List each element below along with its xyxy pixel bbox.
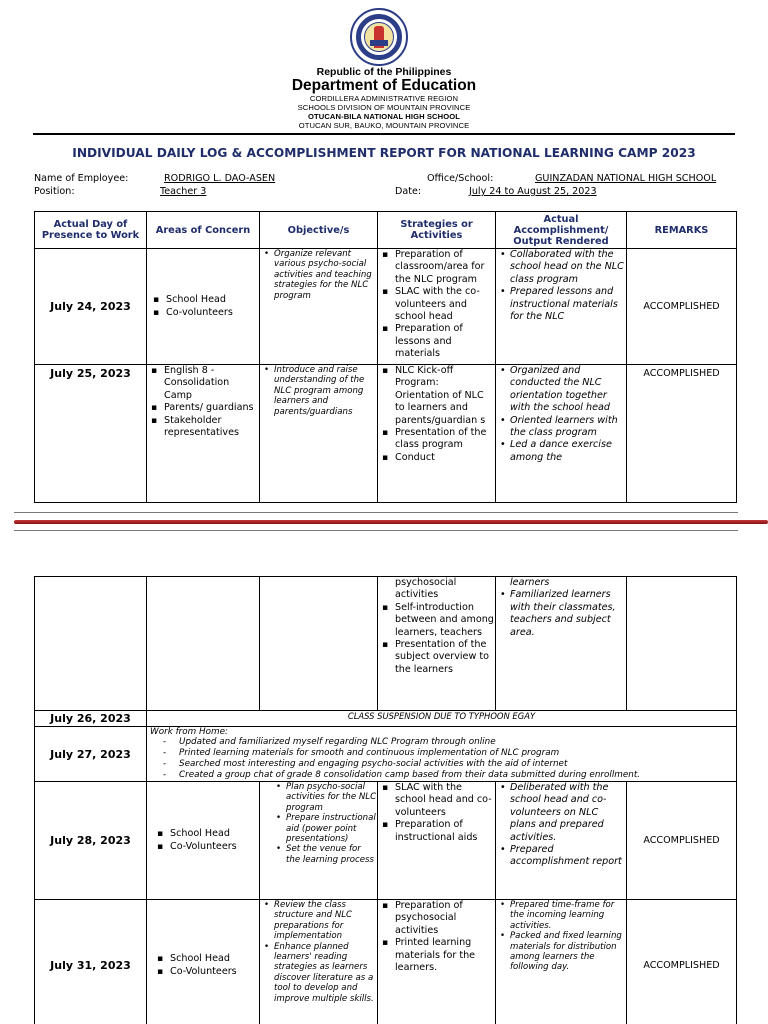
list-item: • Led a dance exercise among the — [496, 439, 626, 464]
suspension-note: CLASS SUSPENSION DUE TO TYPHOON EGAY — [147, 711, 737, 727]
list-item: • Plan psycho-social activities for the NLC program — [272, 782, 377, 813]
list-item: • Enhance planned learners' reading strategies as learners discover literature as a tool to develop and improve multiple skills. — [260, 942, 377, 1004]
table-row — [35, 249, 737, 365]
areas-cell — [147, 577, 260, 711]
strategies-cell — [378, 577, 496, 711]
page-1 — [0, 0, 768, 510]
list-item: • Prepared lessons and instructional materials for the NLC — [496, 286, 626, 323]
list-item: - Updated and familiarized myself regarding NLC Program through online — [147, 737, 736, 748]
objectives-cell — [260, 365, 378, 503]
position-label: Position: — [34, 186, 75, 197]
accomplishment-cell — [496, 782, 627, 900]
list-item: ▪ Parents/ guardians — [147, 402, 259, 414]
remarks-cell: ACCOMPLISHED — [627, 900, 737, 1024]
log-table-page-2 — [34, 576, 737, 1024]
strategies-cell — [378, 365, 496, 503]
report-title: INDIVIDUAL DAILY LOG & ACCOMPLISHMENT REPORT FOR NATIONAL LEARNING CAMP 2023 — [72, 146, 696, 160]
list-item: • Oriented learners with the class program — [496, 415, 626, 440]
list-item: • Introduce and raise understanding of the NLC program among learners and parents/guardians — [260, 365, 377, 417]
objectives-cell — [260, 782, 378, 900]
school-line: OTUCAN-BILA NATIONAL HIGH SCHOOL — [308, 112, 460, 121]
col-header-areas: Areas of Concern — [147, 212, 260, 249]
list-item: • Prepared time-frame for the incoming learning activities. — [496, 900, 626, 931]
date-label: Date: — [395, 186, 422, 197]
objectives-cell — [260, 249, 378, 365]
table-row — [35, 900, 737, 1024]
objectives-cell — [260, 577, 378, 711]
remarks-cell: ACCOMPLISHED — [627, 782, 737, 900]
list-item: • Set the venue for the learning process — [272, 844, 377, 865]
employee-name: RODRIGO L. DAO-ASEN — [164, 173, 276, 184]
list-item: • Familiarized learners with their classmates, teachers and subject area. — [496, 589, 626, 639]
col-header-day: Actual Day of Presence to Work — [35, 212, 147, 249]
list-item: • Packed and fixed learning materials for distribution among learners the following day. — [496, 931, 626, 973]
accomplishment-cell — [496, 900, 627, 1024]
col-header-strategies: Strategies or Activities — [378, 212, 496, 249]
strategies-cell — [378, 782, 496, 900]
republic-heading: Republic of the Philippines — [316, 66, 452, 78]
list-item: • Organize relevant various psycho-social activities and teaching strategies for the NLC program — [260, 249, 377, 301]
accomplishment-cell — [496, 249, 627, 365]
list-item: - Searched most interesting and engaging psycho-social activities with the aid of internet — [147, 759, 736, 770]
list-item: ▪ Conduct — [378, 452, 495, 464]
day-cell: July 31, 2023 — [35, 900, 147, 1024]
col-header-remarks: REMARKS — [627, 212, 737, 249]
remarks-cell: ACCOMPLISHED — [627, 365, 737, 503]
list-item: • Collaborated with the school head on the NLC class program — [496, 249, 626, 286]
department-heading: Department of Education — [291, 77, 477, 94]
areas-cell — [147, 900, 260, 1024]
division-line: SCHOOLS DIVISION OF MOUNTAIN PROVINCE — [297, 103, 471, 112]
region-line: CORDILLERA ADMINISTRATIVE REGION — [309, 94, 459, 103]
table-row — [35, 782, 737, 900]
wfh-heading: Work from Home: — [150, 727, 228, 737]
deped-seal-icon — [350, 8, 408, 66]
areas-cell — [147, 365, 260, 503]
list-item: - Printed learning materials for smooth and continuous implementation of NLC program — [147, 748, 736, 759]
list-item: ▪ Self-introduction between and among learners, teachers — [378, 602, 495, 639]
log-table-page-1 — [34, 211, 737, 503]
list-item: ▪ School Head — [149, 294, 259, 306]
list-item: • Deliberated with the school head and co-volunteers on NLC plans and prepared activities. — [496, 782, 626, 844]
name-label: Name of Employee: — [34, 173, 129, 184]
list-item: ▪ Co-Volunteers — [153, 966, 259, 978]
day-cell: July 25, 2023 — [35, 365, 147, 503]
list-item: • Organized and conducted the NLC orientation together with the school head — [496, 365, 626, 415]
strategies-cell — [378, 900, 496, 1024]
page-break — [0, 508, 768, 540]
list-item: ▪ Preparation of classroom/area for the NLC program — [378, 249, 495, 286]
office-value: GUINZADAN NATIONAL HIGH SCHOOL — [535, 173, 717, 184]
list-item: ▪ Preparation of instructional aids — [378, 819, 495, 844]
areas-cell — [147, 782, 260, 900]
list-item: • Prepare instructional aid (power point presentations) — [272, 813, 377, 844]
table-row — [35, 727, 737, 782]
list-item: ▪ Presentation of the class program — [378, 427, 495, 452]
areas-cell — [147, 249, 260, 365]
date-value: July 24 to August 25, 2023 — [469, 186, 597, 197]
list-item: psychosocial activities — [395, 577, 457, 601]
col-header-accomplishment: Actual Accomplishment/ Output Rendered — [496, 212, 627, 249]
remarks-cell: ACCOMPLISHED — [627, 249, 737, 365]
page-2 — [0, 540, 768, 1024]
position-value: Teacher 3 — [160, 186, 207, 197]
list-item: ▪ Preparation of psychosocial activities — [378, 900, 495, 937]
list-item: • Prepared accomplishment report — [496, 844, 626, 869]
table-row — [35, 365, 737, 503]
strategies-cell — [378, 249, 496, 365]
header-divider — [33, 133, 735, 135]
list-item: • Review the class structure and NLC preparations for implementation — [260, 900, 377, 942]
remarks-cell — [627, 577, 737, 711]
list-item: ▪ Presentation of the subject overview to the learners — [378, 639, 495, 676]
objectives-cell — [260, 900, 378, 1024]
address-line: OTUCAN SUR, BAUKO, MOUNTAIN PROVINCE — [298, 121, 470, 130]
col-header-objectives: Objective/s — [260, 212, 378, 249]
office-label: Office/School: — [427, 173, 494, 184]
table-row — [35, 711, 737, 727]
day-cell — [35, 577, 147, 711]
list-item: ▪ English 8 - Consolidation Camp — [147, 365, 259, 402]
list-item: ▪ Stakeholder representatives — [147, 415, 259, 440]
table-row — [35, 577, 737, 711]
accomplishment-cell — [496, 577, 627, 711]
list-item: ▪ School Head — [153, 953, 259, 965]
day-cell: July 27, 2023 — [35, 727, 147, 782]
work-from-home-cell — [147, 727, 737, 782]
list-item: ▪ Preparation of lessons and materials — [378, 323, 495, 360]
list-item: ▪ Co-volunteers — [149, 307, 259, 319]
list-item: ▪ Printed learning materials for the learners. — [378, 937, 495, 974]
accomplishment-cell — [496, 365, 627, 503]
list-item: - Created a group chat of grade 8 consolidation camp based from their data submitted during enrollment. — [147, 770, 736, 781]
list-item: ▪ SLAC with the school head and co-volunteers — [378, 782, 495, 819]
list-item: ▪ SLAC with the co-volunteers and school head — [378, 286, 495, 323]
day-cell: July 26, 2023 — [35, 711, 147, 727]
day-cell: July 28, 2023 — [35, 782, 147, 900]
list-item: ▪ NLC Kick-off Program: Orientation of NLC to learners and parents/guardian s — [378, 365, 495, 427]
day-cell: July 24, 2023 — [35, 249, 147, 365]
list-item: ▪ School Head — [153, 828, 259, 840]
list-item: learners — [510, 577, 550, 588]
list-item: ▪ Co-Volunteers — [153, 841, 259, 853]
